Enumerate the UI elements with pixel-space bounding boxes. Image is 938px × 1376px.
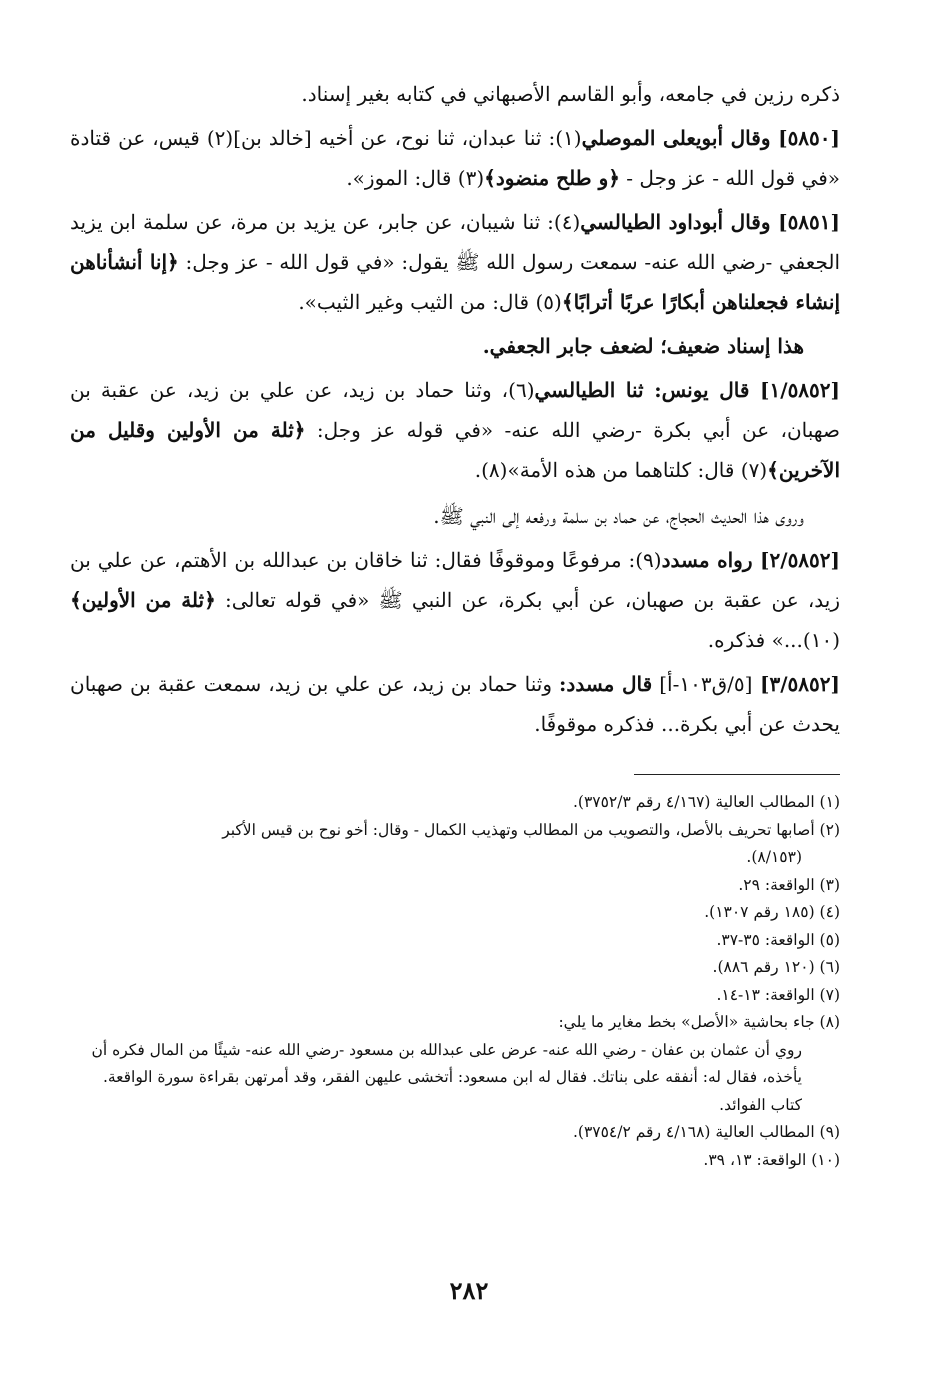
- text: [٥/ق١٠٣-أ]: [652, 672, 753, 696]
- footnote: (٦) (١٢٠ رقم ٨٨٦).: [712, 958, 840, 976]
- footnote: (١) المطالب العالية (٤/١٦٧ رقم ٣٧٥٢/٣).: [572, 793, 840, 811]
- paragraph: [70, 74, 840, 114]
- paragraph: [70, 370, 840, 490]
- footnote: (٩) المطالب العالية (٤/١٦٨ رقم ٣٧٥٤/٢).: [572, 1123, 840, 1141]
- bold-text: [٣/٥٨٥٢]: [752, 672, 840, 696]
- paragraph: [70, 118, 840, 198]
- text: (١): ثنا عبدان، ثنا نوح، عن أخيه [خالد بن](٢) قيس، عن قتادة «في قول الله - عز وجل -: [70, 126, 840, 190]
- bold-text: هذا إسناد ضعيف؛ لضعف جابر الجعفي.: [482, 334, 804, 358]
- bold-text: [٥٨٥١] وقال أبوداود الطيالسي: [580, 210, 840, 234]
- paragraph: [70, 326, 840, 366]
- bold-text: قال مسدد:: [559, 672, 653, 696]
- footnote: (٣) الواقعة: ٢٩.: [738, 875, 840, 894]
- text: (٧) قال: كلتاهما من هذه الأمة»(٨).: [474, 458, 768, 482]
- footnote-continuation: (٨/١٥٣).: [746, 848, 802, 866]
- text: (٤): ثنا شيبان، عن جابر، عن يزيد بن مرة، عن سلمة ابن يزيد الجعفي -رضي الله عنه- سمعت رسول الله ﷺ يقول: «في قول الله - عز وجل:: [70, 210, 841, 274]
- text: (٥) قال: من الثيب وغير الثيب».: [298, 290, 562, 314]
- bold-text: [١/٥٨٥٢] قال يونس: ثنا الطيالسي: [534, 378, 840, 402]
- bold-text: ﴿إنا أنشأناهن إنشاء فجعلناهن أبكارًا عربًا أترابًا﴾: [70, 250, 840, 314]
- main-text: [70, 74, 840, 744]
- paragraph: [70, 496, 840, 536]
- footnote-separator: [634, 774, 840, 775]
- footnote: (٧) الواقعة: ١٣-١٤.: [716, 985, 840, 1004]
- text: (٦)، وثنا حماد بن زيد، عن علي بن زيد، عن عقبة بن صهبان، عن أبي بكرة -رضي الله عنه- «في قوله عز وجل:: [70, 378, 840, 442]
- bold-text: ﴿و طلح منضود﴾: [484, 166, 620, 190]
- paragraph: [70, 202, 840, 322]
- footnote: (١٠) الواقعة: ١٣، ٣٩.: [703, 1150, 840, 1169]
- footnote: (٤) (١٨٥ رقم ١٣٠٧).: [704, 903, 840, 921]
- bold-text: [٥٨٥٠] وقال أبويعلى الموصلي: [581, 126, 840, 150]
- bold-text: ﴿ثلة من الأولين﴾: [70, 588, 216, 612]
- footnote: (٥) الواقعة: ٣٥-٣٧.: [716, 930, 840, 949]
- text: وثنا حماد بن زيد، عن علي بن زيد، سمعت عقبة بن صهبان يحدث عن أبي بكرة... فذكره موقوفًا.: [70, 672, 840, 736]
- footnotes: [70, 789, 840, 1174]
- text: ذكره رزين في جامعه، وأبو القاسم الأصبهاني في كتابه بغير إسناد.: [301, 82, 840, 106]
- footnote: (٢) أصابها تحريف بالأصل، والتصويب من المطالب وتهذيب الكمال - وقال: أخو نوح بن قيس الأكبر: [222, 820, 840, 839]
- paragraph: [70, 540, 840, 660]
- paragraph: [70, 664, 840, 744]
- footnote-continuation: روي أن عثمان بن عفان - رضي الله عنه- عرض على عبدالله بن مسعود -رضي الله عنه- شيئًا من المال فكره أن يأخذه، فقال له: أنفقه على بناتك. فقال له ابن مسعود: أتخشى عليهن الفقر، وقد أمرتهن بقراءة سورة الواقعة. كتاب الفوائد.: [91, 1040, 802, 1114]
- text: (١٠)...» فذكره.: [707, 628, 840, 652]
- page-number: ٢٨٢: [449, 1276, 489, 1305]
- text: (٣) قال: الموز».: [346, 166, 485, 190]
- bold-text: ﴿ثلة من الأولين وقليل من الآخرين﴾: [70, 418, 840, 482]
- text: (٩): مرفوعًا وموقوفًا فقال: ثنا خاقان بن عبدالله بن الأهتم، عن علي بن زيد، عن عقبة بن صهبان، عن أبي بكرة، عن النبي ﷺ «في قوله تعالى:: [70, 548, 841, 612]
- footnote: (٨) جاء بحاشية «الأصل» بخط مغاير ما يلي:: [558, 1013, 840, 1031]
- bold-text: [٢/٥٨٥٢] رواه مسدد: [661, 548, 840, 572]
- text: وروى هذا الحديث الحجاج، عن حماد بن سلمة ورفعه إلى النبي ﷺ.: [433, 504, 804, 528]
